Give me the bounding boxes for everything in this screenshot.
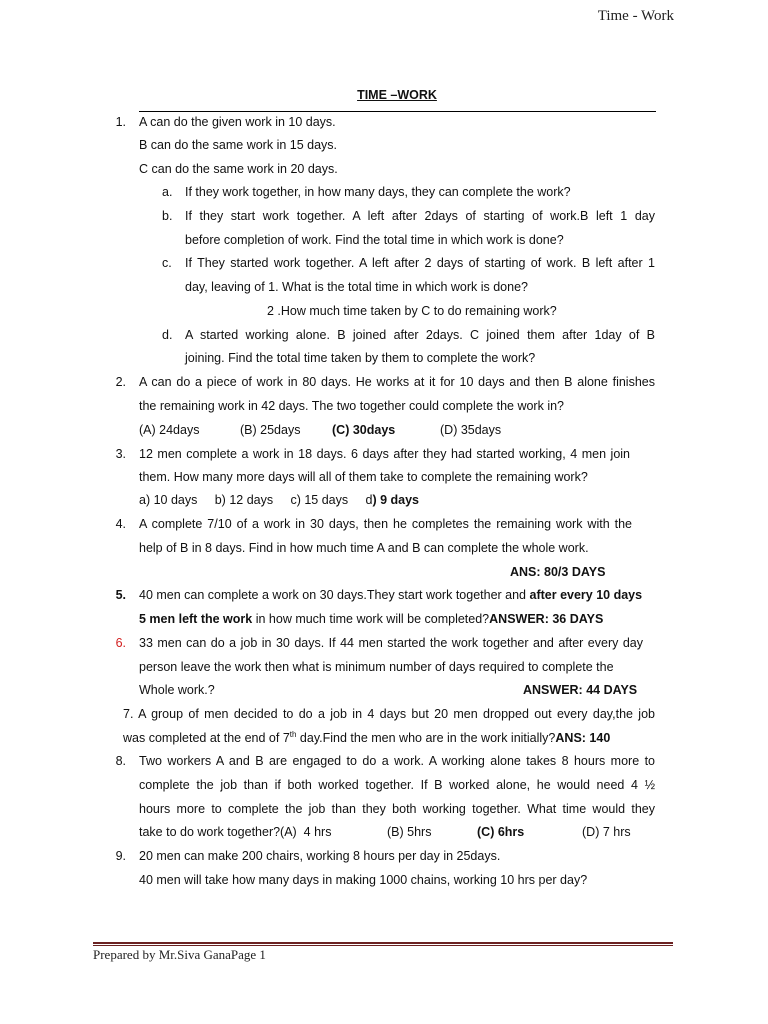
question-text: A complete 7/10 of a work in 30 days, then he completes the remaining work with the (139, 517, 632, 531)
question-text: the remaining work in 42 days. The two together could complete the work in? (139, 399, 564, 413)
footer-rule-thin (93, 945, 673, 946)
option-a: (A) 24days (139, 423, 200, 437)
subquestion-text: If they work together, in how many days, they can complete the work? (185, 185, 571, 199)
question-text (139, 586, 642, 604)
question-text: take to do work together?(A) 4 hrs (139, 825, 332, 839)
subquestion-text: before completion of work. Find the total time in which work is done? (185, 233, 564, 247)
question-text: person leave the work then what is minimum number of days required to complete the (139, 660, 614, 674)
options-text: a) 10 days b) 12 days c) 15 days d (139, 493, 373, 507)
question-text: Two workers A and B are engaged to do a work. A working alone takes 8 hours more to (139, 754, 655, 768)
question-text: hours more to complete the job than they both working together. What time would they (139, 802, 655, 816)
answer-text: ANSWER: 36 DAYS (489, 612, 604, 626)
subquestion-marker: c. (162, 256, 172, 270)
question-text: A can do the given work in 10 days. (139, 115, 336, 129)
question-number: 4. (115, 517, 126, 531)
question-text: complete the job than if both worked together. If B worked alone, he would need 4 ½ (139, 778, 655, 792)
subquestion-text: If They started work together. A left after 2 days of starting of work. B left after 1 (185, 256, 655, 270)
question-number: 3. (115, 447, 126, 461)
option-c-correct: (C) 6hrs (477, 825, 525, 839)
question-text-bold: after every 10 days (529, 588, 643, 602)
question-text: them. How many more days will all of them take to complete the remaining work? (139, 470, 588, 484)
question-text: Whole work.? (139, 683, 215, 697)
title-underline-rule (139, 111, 656, 112)
question-text-bold: 5 men left the work (139, 612, 253, 626)
subquestion-marker: d. (162, 328, 173, 342)
subquestion-text: day, leaving of 1. What is the total time in which work is done? (185, 280, 528, 294)
question-text: C can do the same work in 20 days. (139, 162, 338, 176)
answer-text: ANS: 140 (555, 731, 611, 745)
option-d: (D) 35days (440, 423, 502, 437)
question-text: A can do a piece of work in 80 days. He works at it for 10 days and then B alone finishes (139, 375, 655, 389)
question-text-part: was completed at the end of 7 (123, 731, 290, 745)
subquestion-text: If they start work together. A left after 2days of starting of work.B left 1 day (185, 209, 655, 223)
option-b: (B) 5hrs (387, 825, 432, 839)
question-text: B can do the same work in 15 days. (139, 138, 338, 152)
answer-text: ANSWER: 44 DAYS (523, 683, 638, 697)
question-text (139, 610, 603, 628)
question-text-part: in how much time work will be completed? (252, 612, 490, 626)
subquestion-marker: b. (162, 209, 173, 223)
question-text (123, 729, 610, 747)
option-b: (B) 25days (240, 423, 301, 437)
page-title: TIME –WORK (357, 88, 437, 102)
option-d-correct: ) 9 days (372, 493, 420, 507)
subquestion-text: joining. Find the total time taken by them to complete the work? (185, 351, 536, 365)
question-text: help of B in 8 days. Find in how much time A and B can complete the whole work. (139, 541, 589, 555)
question-text-part: 40 men can complete a work on 30 days.They start work together and (139, 588, 530, 602)
question-text: 40 men will take how many days in making 1000 chains, working 10 hrs per day? (139, 873, 588, 887)
subquestion-text: A started working alone. B joined after 2days. C joined them after 1day of B (185, 328, 655, 342)
question-number: 8. (115, 754, 126, 768)
page-header: Time - Work (597, 8, 674, 24)
question-number: 5. (115, 588, 126, 602)
subquestion-text: 2 .How much time taken by C to do remaining work? (267, 304, 557, 318)
question-number: 2. (115, 375, 126, 389)
option-c-correct: (C) 30days (332, 423, 396, 437)
option-d: (D) 7 hrs (582, 825, 631, 839)
question-text: 20 men can make 200 chairs, working 8 hours per day in 25days. (139, 849, 501, 863)
question-number: 1. (115, 115, 126, 129)
question-number: 9. (115, 849, 126, 863)
question-text: 12 men complete a work in 18 days. 6 days after they had started working, 4 men join (139, 447, 630, 461)
answer-text: ANS: 80/3 DAYS (510, 565, 606, 579)
question-text: 7. A group of men decided to do a job in 4 days but 20 men dropped out every day,the job (123, 707, 655, 721)
options-line (139, 491, 419, 509)
question-number: 6. (115, 636, 126, 650)
superscript: th (289, 729, 297, 739)
subquestion-marker: a. (162, 185, 173, 199)
footer-rule (93, 942, 673, 944)
question-text-part: day.Find the men who are in the work initially? (296, 731, 556, 745)
page-footer: Prepared by Mr.Siva GanaPage 1 (93, 947, 266, 962)
question-text: 33 men can do a job in 30 days. If 44 men started the work together and after every day (139, 636, 643, 650)
